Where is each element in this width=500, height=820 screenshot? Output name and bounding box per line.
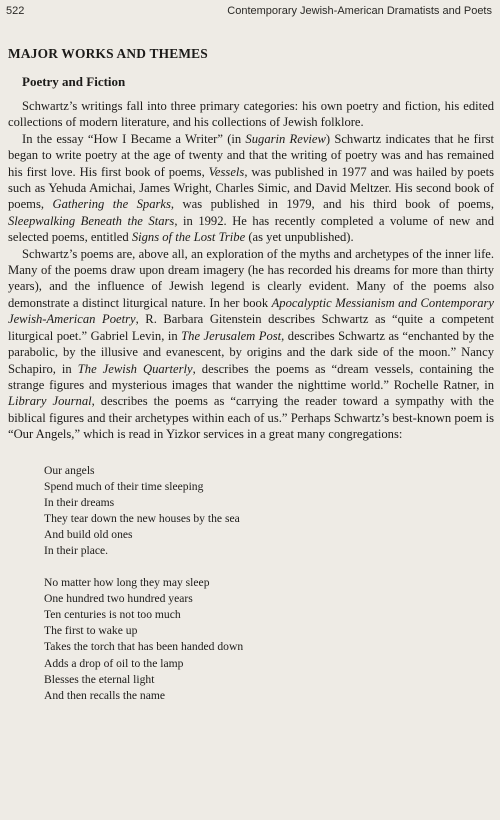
- text-run: , was published in 1977 and was hailed by poets such as Yehuda Amichai, James Wright, Charles Simic, and David Meltzer. His second book of poems,: [8, 164, 494, 212]
- poem-our-angels: [44, 463, 494, 704]
- text-run: , R. Barbara Gitenstein describes Schwartz as “quite a competent liturgical poet.” Gabriel Levin, in: [8, 312, 495, 343]
- italic-title: Sugarin Review: [245, 131, 326, 146]
- page-number: 522: [6, 5, 25, 17]
- italic-title: Vessels: [208, 164, 245, 179]
- poem-line: In their place.: [44, 544, 109, 557]
- text-run: , describes the poems as “dream vessels, containing the strange figures and mysterious images that wander the nighttime world.” Rochelle Ratner, in: [8, 361, 494, 392]
- poem-line: And then recalls the name: [44, 688, 166, 702]
- running-title: Contemporary Jewish-American Dramatists and Poets: [227, 5, 492, 17]
- text-run: , in 1992. He has recently completed a volume of new and selected poems, entitled: [8, 213, 494, 245]
- text-run: Schwartz’s writings fall into three primary categories: his own poetry and fiction, his edited collections of modern literature, and his collections of Jewish folklore.: [8, 99, 494, 130]
- italic-title: Signs of the Lost Tribe: [131, 230, 246, 245]
- text-run: Schwartz’s poems are, above all, an exploration of the myths and archetypes of the inner life. Many of the poems draw upon dream imagery (he has recorded his dreams for more than thirty years), and the influence of Jewish legend is clearly evident. Many of the poems also demonstrate a distinct liturgical nature. In her book: [8, 246, 494, 310]
- italic-title: The Jerusalem Post: [181, 328, 282, 343]
- paragraph: [8, 246, 494, 443]
- poem-stanza: [44, 575, 494, 704]
- poem-line: Takes the torch that has been handed down: [44, 640, 244, 654]
- text-run: , describes the poems as “carrying the reader toward a sympathy with the biblical figures and their archetypes within each of us.” Perhaps Schwartz’s best-known poem is “Our Angels,” which is read in Yizkor services in a great many congregations:: [8, 394, 494, 442]
- italic-title: Library Journal: [8, 394, 92, 409]
- poem-line: Ten centuries is not too much: [44, 608, 181, 622]
- paragraph: [8, 98, 494, 131]
- subheading: Poetry and Fiction: [22, 74, 126, 89]
- text-run: ) Schwartz indicates that he first began to write poetry at the age of twenty and that the writing of poetry was and has remained his first love. His first book of poems,: [8, 131, 494, 179]
- text-run: , describes Schwartz as “enchanted by the parabolic, by the illusive and evanescent, by origins and the dark side of the moon.” Nancy Schapiro, in: [8, 328, 494, 376]
- poem-line: And build old ones: [44, 527, 133, 541]
- text-run: , was published in 1979, and his third book of poems,: [170, 197, 494, 212]
- poem-line: Blesses the eternal light: [44, 672, 155, 686]
- poem-line: Adds a drop of oil to the lamp: [44, 656, 184, 670]
- italic-title: The Jewish Quarterly: [77, 361, 193, 376]
- poem-line: Our angels: [44, 463, 95, 477]
- body-text: [8, 98, 494, 443]
- poem-line: They tear down the new houses by the sea: [44, 511, 240, 525]
- section-heading: MAJOR WORKS AND THEMES: [8, 46, 208, 61]
- text-run: (as yet unpublished).: [245, 230, 354, 245]
- poem-line: No matter how long they may sleep: [44, 576, 210, 590]
- text-run: In the essay “How I Became a Writer” (in: [22, 131, 246, 146]
- poem-line: One hundred two hundred years: [44, 592, 193, 606]
- poem-line: In their dreams: [44, 495, 115, 509]
- italic-title: Gathering the Sparks: [52, 197, 171, 212]
- poem-line: The first to wake up: [44, 624, 138, 638]
- page-content: [8, 46, 494, 720]
- italic-title: Apocalyptic Messianism and Contemporary Jewish-American Poetry: [8, 295, 494, 327]
- poem-line: Spend much of their time sleeping: [44, 479, 204, 493]
- poem-stanza: [44, 463, 494, 560]
- italic-title: Sleepwalking Beneath the Stars: [8, 213, 175, 228]
- paragraph: [8, 131, 494, 246]
